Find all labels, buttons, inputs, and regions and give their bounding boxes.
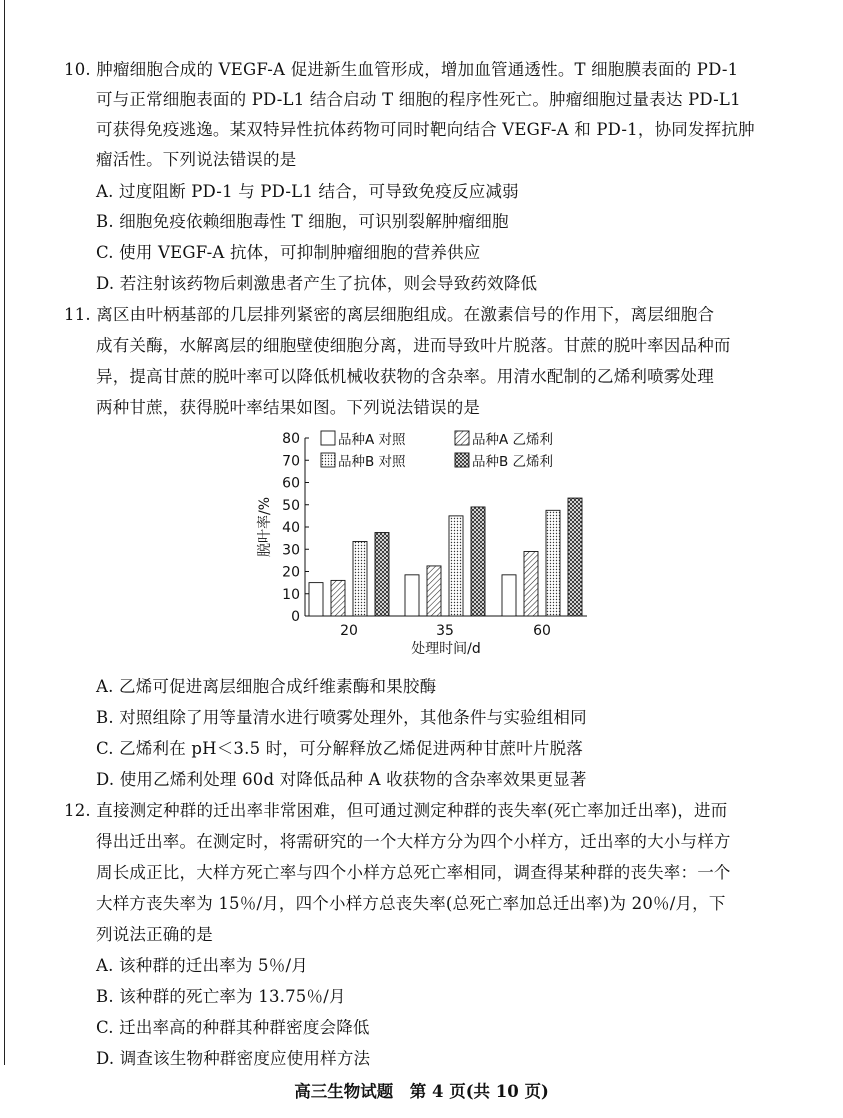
x-tick-label: 20 — [340, 623, 358, 639]
legend-swatch — [321, 431, 335, 445]
q12-stem-line-4: 大样方丧失率为 15％/月，四个小样方总丧失率(总死亡率加总迁出率)为 20％/月，下 — [96, 894, 726, 913]
q12-stem-line-3: 周长成正比，大样方死亡率与四个小样方总死亡率相同，调查得某种群的丧失率：一个 — [96, 863, 731, 882]
q10-option-d: D. 若注射该药物后刺激患者产生了抗体，则会导致药效降低 — [96, 274, 538, 293]
y-tick-label: 60 — [282, 475, 300, 492]
q12-option-b: B. 该种群的死亡率为 13.75％/月 — [96, 987, 346, 1006]
bars — [309, 498, 582, 616]
chart-legend — [321, 431, 553, 470]
q12-option-a: A. 该种群的迁出率为 5％/月 — [96, 956, 308, 975]
q12-option-c: C. 迁出率高的种群其种群密度会降低 — [96, 1018, 370, 1037]
y-tick-label: 80 — [282, 431, 300, 447]
bar — [546, 510, 560, 616]
q11-stem-line-2: 成有关酶，水解离层的细胞壁使细胞分离，进而导致叶片脱落。甘蔗的脱叶率因品种而 — [96, 336, 731, 355]
page-footer: 高三生物试题 第 4 页(共 10 页) — [294, 1082, 549, 1101]
q11-stem-line-4: 两种甘蔗，获得脱叶率结果如图。下列说法错误的是 — [96, 398, 481, 417]
q11-option-d: D. 使用乙烯利处理 60d 对降低品种 A 收获物的含杂率效果更显著 — [96, 770, 587, 789]
y-tick-label: 10 — [282, 586, 300, 603]
bar — [502, 575, 516, 616]
bar — [405, 575, 419, 616]
q12-option-d: D. 调查该生物种群密度应使用样方法 — [96, 1049, 371, 1068]
q11-option-c: C. 乙烯利在 pH＜3.5 时，可分解释放乙烯促进两种甘蔗叶片脱落 — [96, 739, 584, 758]
defoliation-bar-chart — [255, 424, 595, 664]
bar — [471, 507, 485, 616]
legend-label: 品种B 乙烯利 — [472, 454, 554, 470]
q12-stem-line-1: 12. 直接测定种群的迁出率非常困难，但可通过测定种群的丧失率(死亡率加迁出率)，进而 — [64, 801, 728, 820]
margin-rule — [4, 0, 5, 1065]
q10-stem-line-2: 可与正常细胞表面的 PD-L1 结合启动 T 细胞的程序性死亡。肿瘤细胞过量表达 PD-L1 — [96, 90, 741, 109]
q10-stem-line-4: 瘤活性。下列说法错误的是 — [96, 150, 297, 169]
y-tick-label: 0 — [291, 609, 300, 625]
x-tick-label: 35 — [436, 623, 454, 639]
y-tick-label: 30 — [282, 542, 300, 559]
legend-swatch — [455, 453, 469, 467]
bar — [353, 541, 367, 616]
y-tick-label: 20 — [282, 564, 300, 581]
y-tick-label: 50 — [282, 497, 300, 514]
q11-option-a: A. 乙烯可促进离层细胞合成纤维素酶和果胶酶 — [96, 677, 437, 696]
q10-option-b: B. 细胞免疫依赖细胞毒性 T 细胞，可识别裂解肿瘤细胞 — [96, 212, 509, 231]
bar — [375, 533, 389, 616]
legend-label: 品种A 对照 — [338, 432, 406, 448]
q11-stem-line-3: 异，提高甘蔗的脱叶率可以降低机械收获物的含杂率。用清水配制的乙烯利喷雾处理 — [96, 367, 714, 386]
q10-stem-line-1: 10. 肿瘤细胞合成的 VEGF-A 促进新生血管形成，增加血管通透性。T 细胞膜表面的 PD-1 — [64, 60, 739, 79]
bar — [331, 580, 345, 616]
q12-stem-line-5: 列说法正确的是 — [96, 925, 213, 944]
x-axis-label: 处理时间/d — [411, 641, 481, 657]
legend-swatch — [321, 453, 335, 467]
legend-label: 品种B 对照 — [338, 454, 406, 470]
q10-option-c: C. 使用 VEGF-A 抗体，可抑制肿瘤细胞的营养供应 — [96, 243, 481, 262]
q11-option-b: B. 对照组除了用等量清水进行喷雾处理外，其他条件与实验组相同 — [96, 708, 587, 727]
bar — [309, 583, 323, 616]
bar — [427, 566, 441, 616]
y-tick-label: 40 — [282, 520, 300, 536]
bar — [449, 516, 463, 616]
q10-option-a: A. 过度阻断 PD-1 与 PD-L1 结合，可导致免疫反应减弱 — [96, 182, 519, 201]
q10-stem-line-3: 可获得免疫逃逸。某双特异性抗体药物可同时靶向结合 VEGF-A 和 PD-1，协同发挥抗肿 — [96, 120, 755, 139]
q11-stem-line-1: 11. 离区由叶柄基部的几层排列紧密的离层细胞组成。在激素信号的作用下，离层细胞合 — [64, 305, 715, 324]
legend-label: 品种A 乙烯利 — [472, 432, 554, 448]
x-tick-label: 60 — [533, 623, 551, 639]
q12-stem-line-2: 得出迁出率。在测定时，将需研究的一个大样方分为四个小样方，迁出率的大小与样方 — [96, 832, 731, 851]
y-tick-label: 70 — [282, 453, 300, 470]
bar — [568, 498, 582, 616]
y-axis-label: 脱叶率/% — [257, 496, 273, 558]
legend-swatch — [455, 431, 469, 445]
x-ticks — [340, 623, 551, 639]
bar — [524, 551, 538, 616]
